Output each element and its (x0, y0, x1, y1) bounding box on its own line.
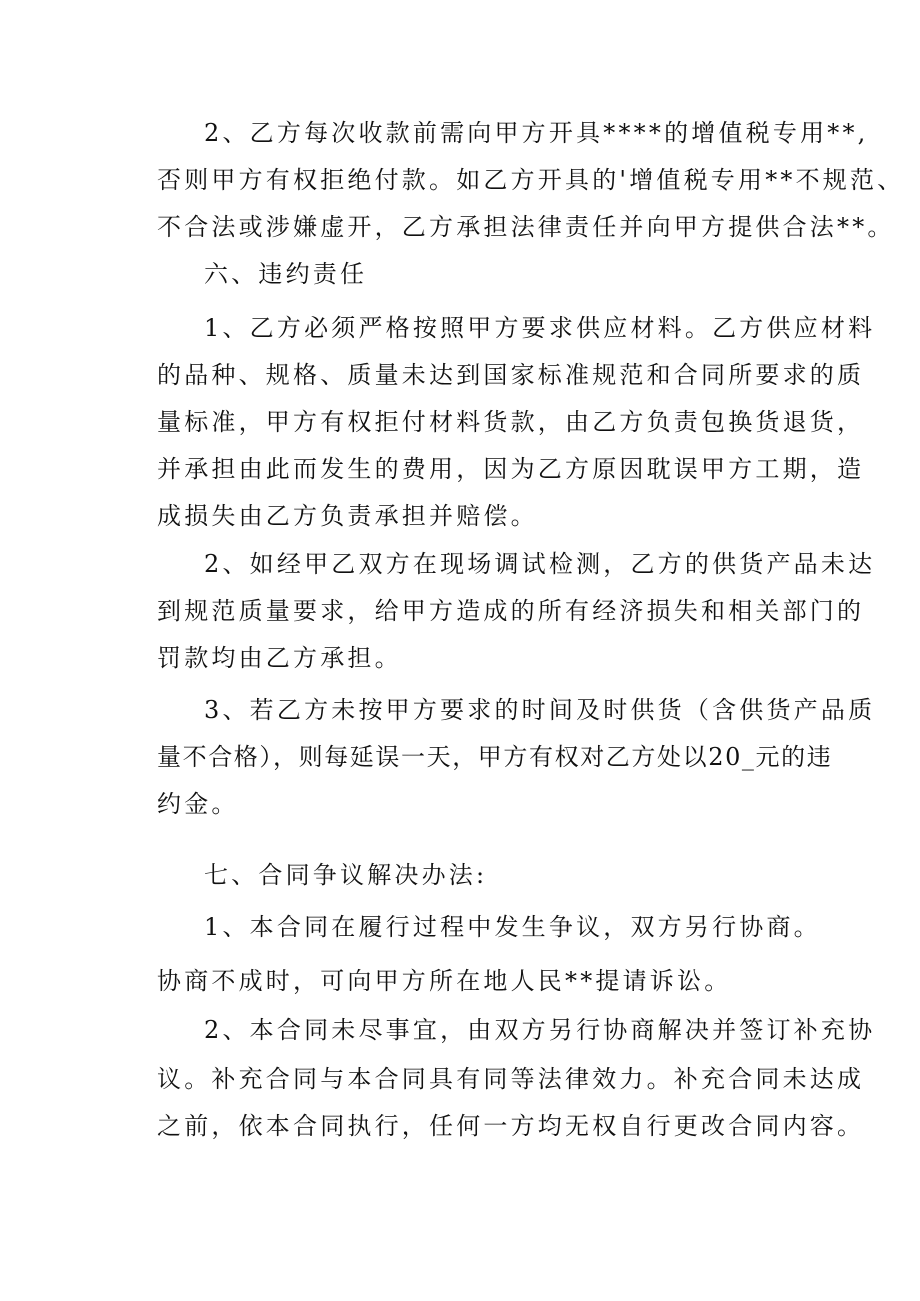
text-line-3: 不合法或涉嫌虚开，乙方承担法律责任并向甲方提供合法**。 (157, 213, 895, 241)
text-line-14: 量不合格），则每延误一天，甲方有权对乙方处以20_元的违 (157, 743, 833, 771)
text-line-8: 并承担由此而发生的费用，因为乙方原因耽误甲方工期，造 (157, 455, 865, 483)
text-line-5: 1、乙方必须严格按照甲方要求供应材料。乙方供应材料 (204, 314, 876, 342)
text-line-11: 到规范质量要求，给甲方造成的所有经济损失和相关部门的 (157, 597, 865, 625)
text-line-18: 协商不成时，可向甲方所在地人民**提请诉讼。 (157, 967, 732, 995)
text-line-20: 议。补充合同与本合同具有同等法律效力。补充合同未达成 (157, 1065, 865, 1093)
text-line-17: 1、本合同在履行过程中发生争议，双方另行协商。 (204, 913, 821, 941)
section-heading-7: 七、合同争议解决办法: (204, 861, 488, 889)
text-line-9: 成损失由乙方负责承担并赔偿。 (157, 502, 538, 530)
text-line-1: 2、乙方每次收款前需向甲方开具****的增值税专用**, (204, 119, 869, 147)
text-line-7: 量标准，甲方有权拒付材料货款，由乙方负责包换货退货， (157, 408, 865, 436)
text-line-13: 3、若乙方未按甲方要求的时间及时供货（含供货产品质 (204, 696, 876, 724)
text-line-21: 之前，依本合同执行，任何一方均无权自行更改合同内容。 (157, 1112, 865, 1140)
text-line-19: 2、本合同未尽事宜，由双方另行协商解决并签订补充协 (204, 1016, 876, 1044)
text-line-6: 的品种、规格、质量未达到国家标准规范和合同所要求的质 (157, 361, 865, 389)
section-heading-6: 六、违约责任 (204, 260, 368, 288)
text-line-2: 否则甲方有权拒绝付款。如乙方开具的'增值税专用**不规范、 (157, 166, 905, 194)
text-line-10: 2、如经甲乙双方在现场调试检测，乙方的供货产品未达 (204, 550, 876, 578)
text-line-12: 罚款均由乙方承担。 (157, 644, 402, 672)
text-line-15: 约金。 (157, 790, 239, 818)
